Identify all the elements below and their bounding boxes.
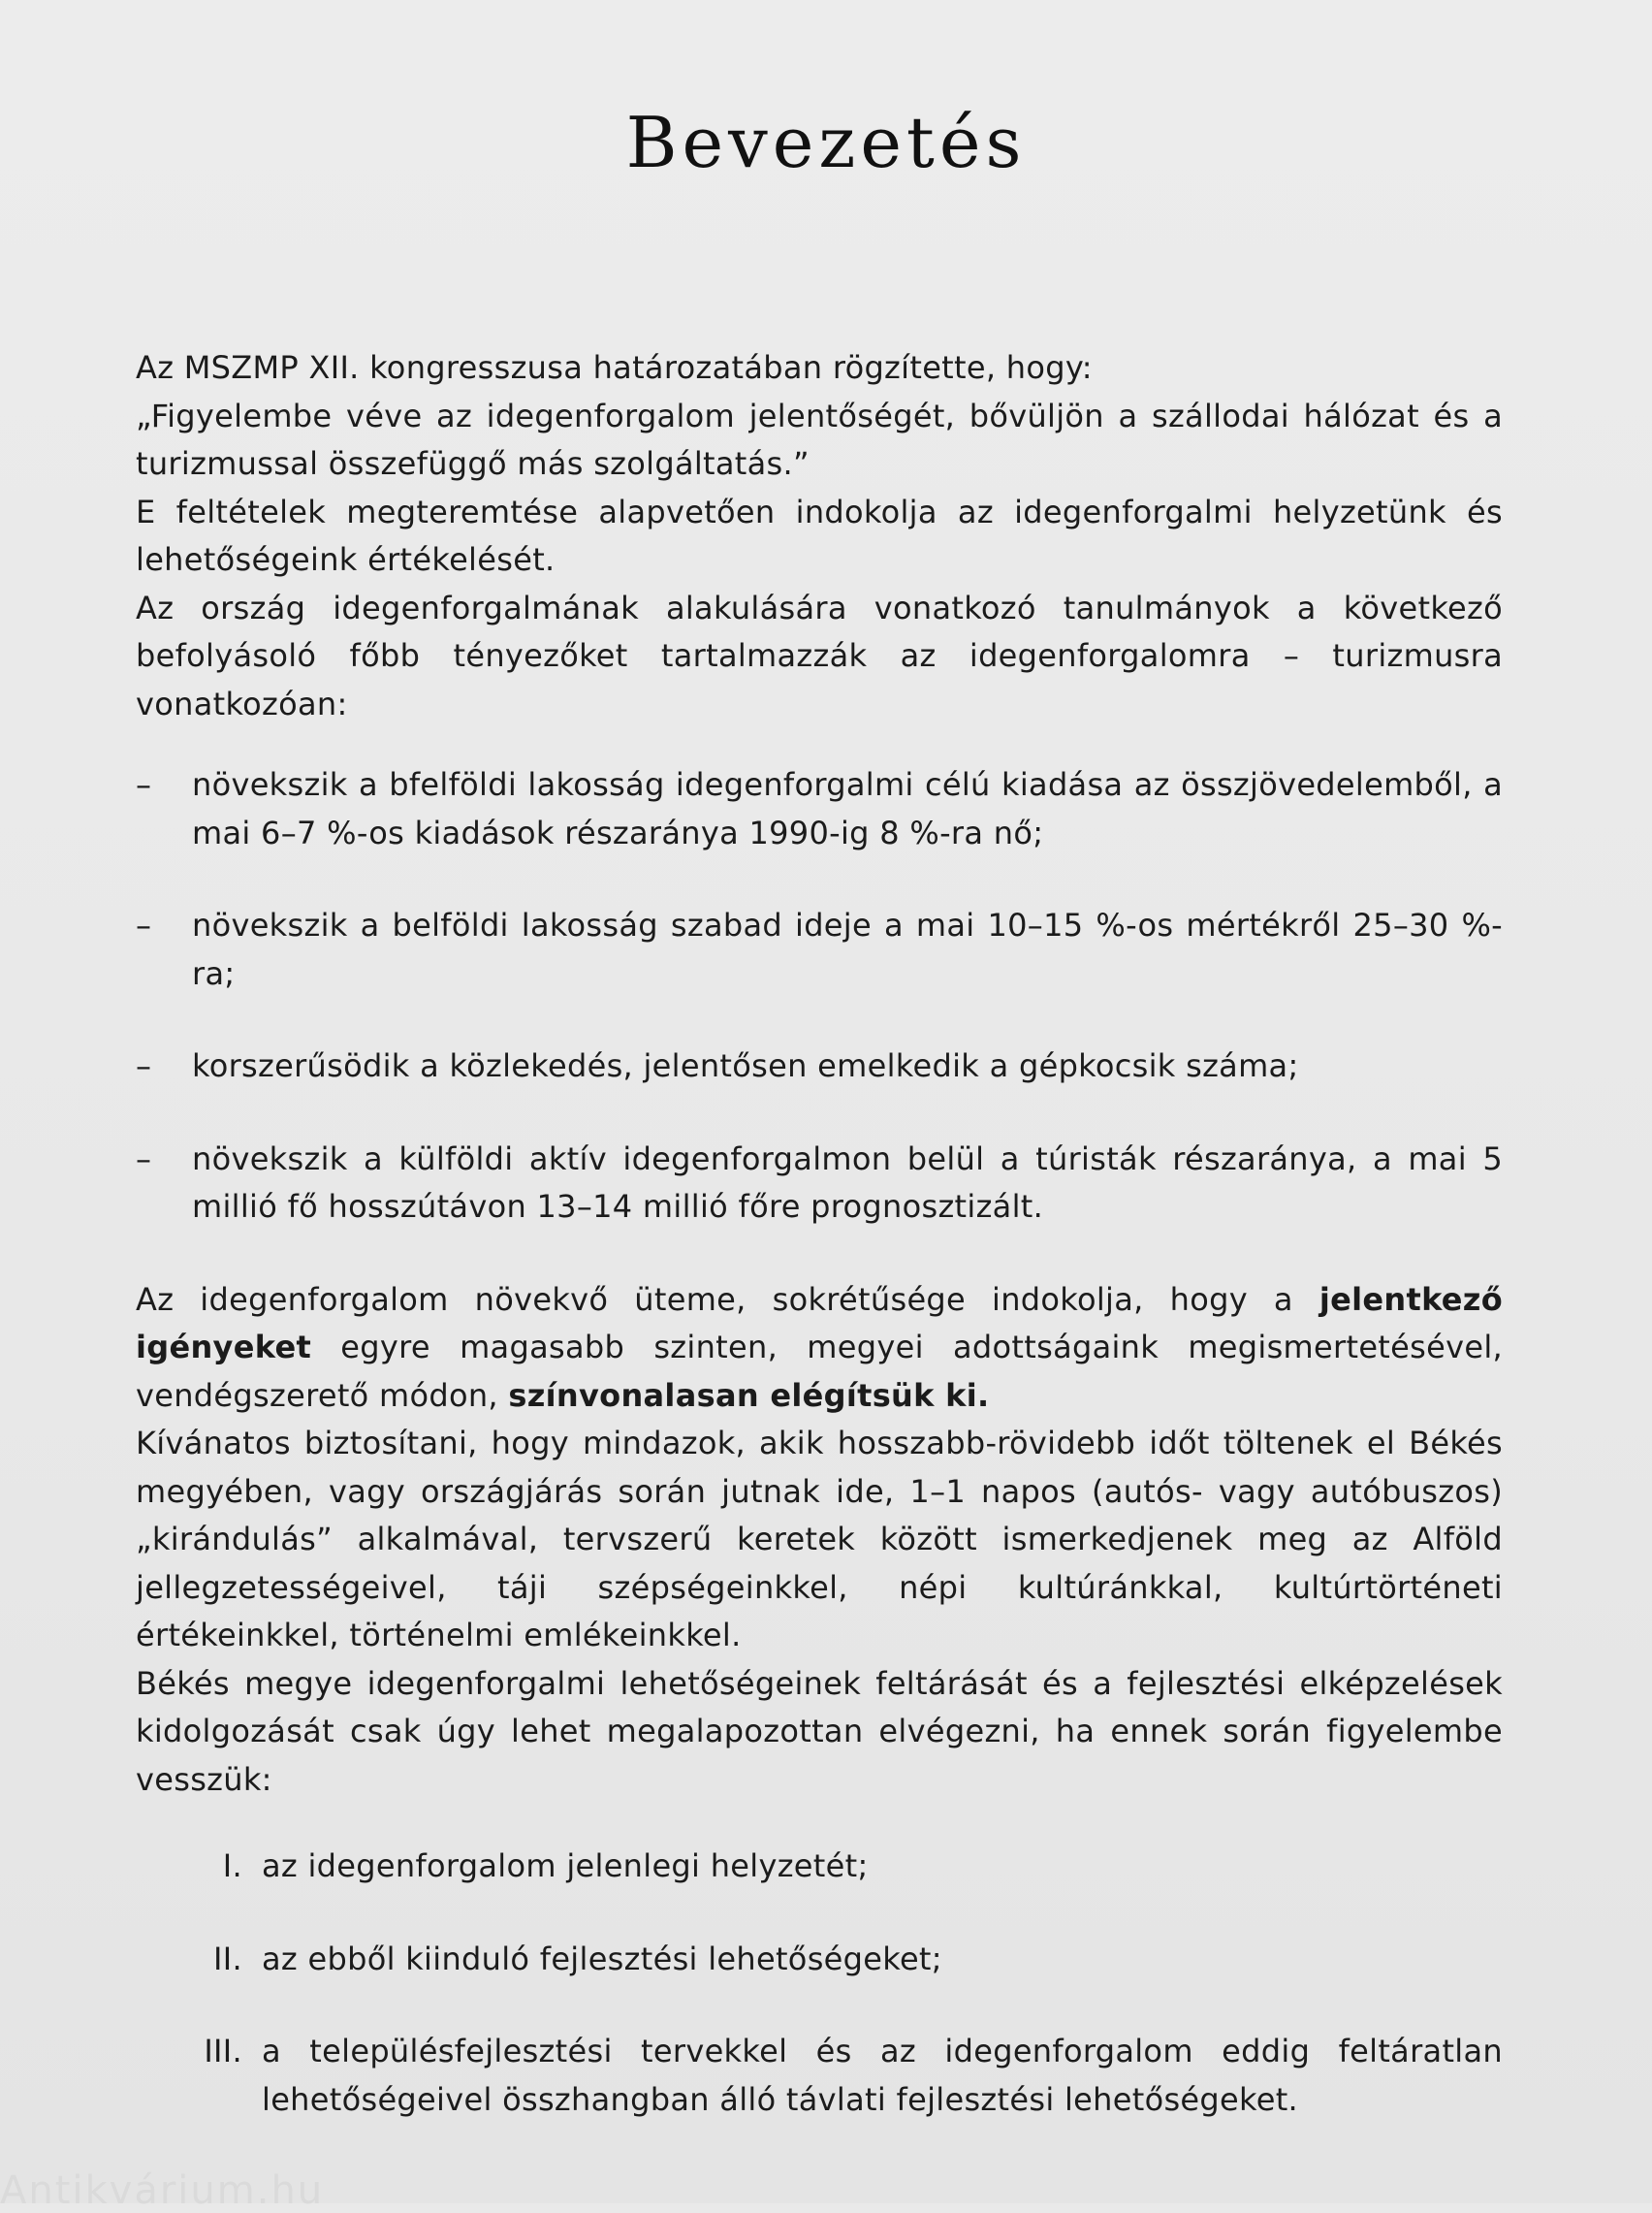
bullet-item (136, 1136, 1503, 1232)
page-title: Bevezetés (625, 102, 1027, 183)
numbered-item (136, 2028, 1503, 2124)
visitors-paragraph: Kívánatos biztosítani, hogy mindazok, akik hosszabb-rövidebb időt töltenek el Békés megyében, vagy országjárás során jutnak ide, 1–1 napos (autós- vagy autóbuszos) „kirándulás” alkalmával, tervszerű keretek között ismerkedjenek meg az Alföld jellegzetességeivel, táji szépségeinkkel, népi kultúránkkal, kultúrtörténeti értékeinkkel, történelmi emlékeinkkel. (136, 1425, 1503, 1653)
needs-paragraph (136, 1276, 1503, 1421)
bullet-text: növekszik a bfelföldi lakosság idegenforgalmi célú kiadása az összjövedelemből, a mai 6–7 %-os kiadások részaránya 1990-ig 8 %-ra nő; (192, 766, 1503, 851)
bullet-item (136, 902, 1503, 998)
bullet-item (136, 761, 1503, 857)
numbered-item (136, 1936, 1503, 1984)
numbered-item (136, 1843, 1503, 1891)
item-number: III. (204, 2033, 242, 2069)
intro-quote: „Figyelembe véve az idegenforgalom jelentőségét, bővüljön a szállodai hálózat és a turizmussal összefüggő más szolgáltatás.” (136, 397, 1503, 482)
intro-line-3: E feltételek megteremtése alapvetően indokolja az idegenforgalmi helyzetünk és lehetőségeink értékelését. (136, 493, 1503, 578)
item-text: a településfejlesztési tervekkel és az idegenforgalom eddig feltáratlan lehetőségeivel összhangban álló távlati fejlesztési lehetőségeket. (262, 2033, 1503, 2118)
document-body (136, 344, 1503, 2124)
bullet-text: korszerűsödik a közlekedés, jelentősen emelkedik a gépkocsik száma; (192, 1047, 1299, 1084)
needs-text-2: egyre magasabb szinten, megyei adottságaink megismertetésével, vendégszerető módon, (136, 1329, 1503, 1414)
intro-line-4: Az ország idegenforgalmának alakulására vonatkozó tanulmányok a következő befolyásoló főbb tényezőket tartalmazzák az idegenforgalomra – turizmusra vonatkozóan: (136, 589, 1503, 722)
dash-marker: – (136, 1047, 152, 1084)
watermark: Antikvárium.hu (0, 2168, 325, 2213)
dash-marker: – (136, 766, 152, 803)
bullet-item (136, 1042, 1503, 1091)
item-number: II. (213, 1940, 242, 1977)
item-text: az ebből kiinduló fejlesztési lehetőségeket; (262, 1940, 942, 1977)
needs-text-1: Az idegenforgalom növekvő üteme, sokrétűsége indokolja, hogy a (136, 1280, 1319, 1318)
item-text: az idegenforgalom jelenlegi helyzetét; (262, 1847, 869, 1884)
bullet-text: növekszik a külföldi aktív idegenforgalmon belül a túristák részaránya, a mai 5 millió fő hosszútávon 13–14 millió főre prognosztizált. (192, 1139, 1503, 1225)
numbered-list (136, 1843, 1503, 2124)
needs-bold-2: színvonalasan elégítsük ki. (508, 1376, 990, 1414)
bullet-text: növekszik a belföldi lakosság szabad ideje a mai 10–15 %-os mértékről 25–30 %-ra; (192, 907, 1503, 992)
consider-paragraph: Békés megye idegenforgalmi lehetőségeinek feltárását és a fejlesztési elképzelések kidolgozását csak úgy lehet megalapozottan elvégezni, ha ennek során figyelembe vesszük: (136, 1664, 1503, 1798)
needs-bold-1: jelentkező igényeket (136, 1280, 1503, 1365)
item-number: I. (222, 1847, 242, 1884)
dash-marker: – (136, 1139, 152, 1177)
dash-marker: – (136, 907, 152, 944)
intro-line-1: Az MSZMP XII. kongresszusa határozatában rögzítette, hogy: (136, 349, 1093, 386)
